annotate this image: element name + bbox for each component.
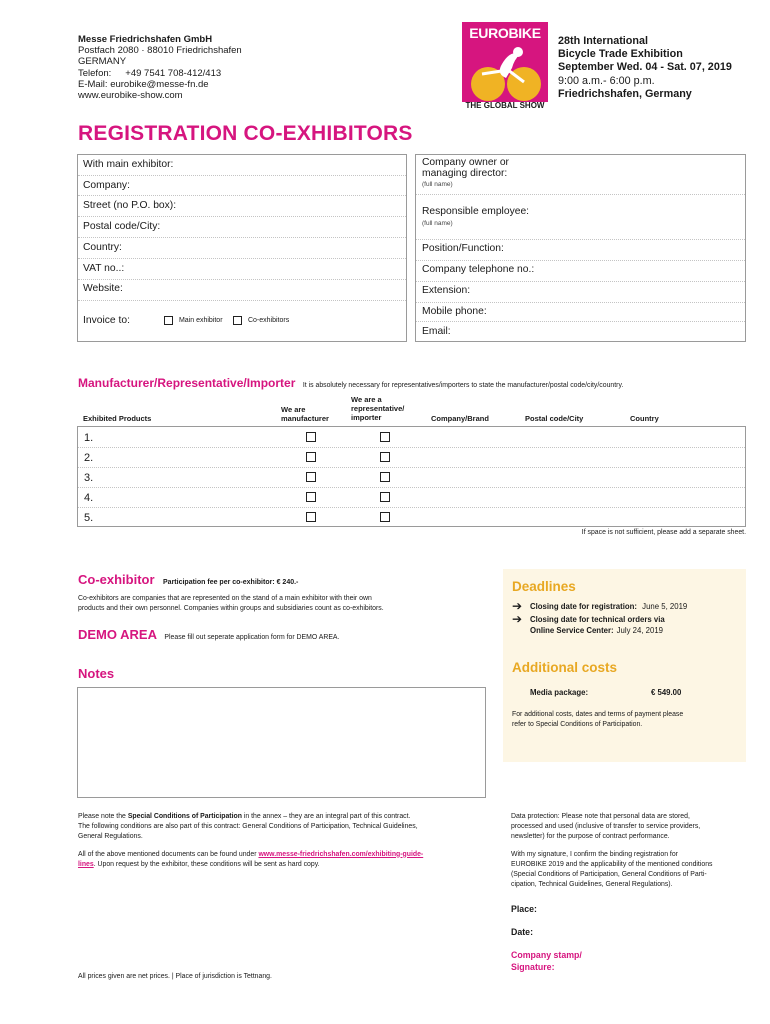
logo-tagline: THE GLOBAL SHOW [465,101,545,110]
col-rep-line-2: representative/ [351,404,405,414]
vat-field[interactable]: VAT no..: [83,263,125,274]
responsible-employee-field[interactable]: Responsible employee: [422,206,530,217]
organizer-country: GERMANY [78,56,127,68]
signature-confirm-line-4: cipation, Technical Guidelines, General Regulations). [511,881,673,889]
col-postal-city: Postal code/City [525,414,584,423]
technical-orders-label-1: Closing date for technical orders via [530,615,665,624]
deadlines-heading: Deadlines [512,579,576,594]
invoice-label: Invoice to: [83,315,130,326]
signature-confirm-line-3: (Special Conditions of Participation, General Conditions of Parti- [511,871,707,879]
place-field[interactable]: Place: [511,904,537,914]
conditions-line-2: The following conditions are also part of this contract: General Conditions of Participation, Technical Guidelines, [78,823,418,831]
deadlines-costs-panel [503,569,746,762]
main-exhibitor-field[interactable]: With main exhibitor: [83,159,174,170]
conditions-intro: Please note the [78,813,128,820]
representative-checkbox[interactable] [380,512,390,522]
col-manufacturer-line-1: We are [281,405,306,414]
table-footnote: If space is not sufficient, please add a separate sheet. [581,529,746,536]
country-field[interactable]: Country: [83,242,122,253]
costs-note [512,710,683,730]
product-row-number: 2. [84,452,94,464]
extension-field[interactable]: Extension: [422,285,471,296]
email-field[interactable]: Email: [422,326,451,337]
event-hours: 9:00 a.m.- 6:00 p.m. [558,74,655,87]
media-package-price: € 549.00 [651,688,682,697]
event-line-3: September Wed. 04 - Sat. 07, 2019 [558,61,732,74]
manufacturer-heading: Manufacturer/Representative/Importer [78,376,296,390]
manufacturer-checkbox[interactable] [306,512,316,522]
manufacturer-checkbox[interactable] [306,492,316,502]
documents-line-2 [78,860,498,870]
conditions-intro-end: in the annex – they are an integral part of this contract. [241,813,411,820]
col-company-brand: Company/Brand [431,414,489,423]
conditions-line-3: General Regulations. [78,833,143,841]
phone-label: Telefon: [78,67,112,79]
organizer-phone [78,68,242,79]
logo-wordmark: EUROBIKE [462,22,548,44]
manufacturer-checkbox[interactable] [306,432,316,442]
co-exhibitors-option-label: Co-exhibitors [247,317,290,325]
coexhibitor-description [78,594,384,613]
additional-costs-heading: Additional costs [512,660,618,675]
representative-checkbox[interactable] [380,452,390,462]
company-stamp-signature-field[interactable] [511,950,582,973]
documents-hardcopy-note: . Upon request by the exhibitor, these conditions will be sent as hard copy. [93,860,320,868]
product-row-number: 5. [84,512,94,524]
manufacturer-checkbox[interactable] [306,472,316,482]
website-field[interactable]: Website: [83,283,123,294]
position-field[interactable]: Position/Function: [422,243,504,254]
main-exhibitor-checkbox[interactable] [164,316,173,325]
conditions-line-1 [78,812,498,822]
documents-line-1 [78,850,498,860]
employee-full-name-hint: (full name) [422,220,453,227]
product-row-number: 1. [84,432,94,444]
privacy-line-1: Data protection: Please note that personal data are stored, [511,813,690,820]
phone-number: +49 7541 708-412/413 [125,67,222,79]
conditions-text [78,812,498,870]
col-manufacturer [281,405,329,423]
stamp-label-line-2: Signature: [511,961,555,972]
organizer-web: www.eurobike-show.com [78,90,183,102]
organizer-name: Messe Friedrichshafen GmbH [78,34,213,45]
coexhibitor-fee: Participation fee per co-exhibitor: € 240.- [163,579,299,586]
notes-textarea[interactable] [77,687,486,798]
company-telephone-field[interactable]: Company telephone no.: [422,264,535,275]
cyclist-logo-icon [462,44,548,102]
privacy-line-2: processed and used (inclusive of transfer to service providers, [511,823,701,831]
company-field[interactable]: Company: [83,180,130,191]
arrow-right-icon: ➔ [512,599,523,613]
manufacturer-heading-row [78,374,623,392]
street-field[interactable]: Street (no P.O. box): [83,200,177,211]
organizer-address [78,34,242,101]
technical-orders-label-2: Online Service Center: [530,625,614,635]
owner-label-line-2: managing director: [422,167,508,179]
demo-area-note: Please fill out seperate application form for DEMO AREA. [164,634,340,641]
arrow-right-icon: ➔ [512,612,523,626]
owner-label-line-1: Company owner or [422,157,509,168]
col-rep-line-3: importer [351,413,382,423]
eurobike-logo [462,22,548,112]
product-row-number: 3. [84,472,94,484]
special-conditions-term: Special Conditions of Participation [127,813,242,820]
coexhibitor-desc-line-2: products and their own personnel. Companies within groups and subsidiaries count as co-exhibitors. [78,604,384,612]
products-table [77,426,746,527]
demo-area-row [78,626,339,644]
main-exhibitor-option-label: Main exhibitor [178,317,223,325]
col-country: Country [630,414,659,423]
guidelines-link-continued[interactable]: lines [78,860,94,868]
costs-note-line-1: For additional costs, dates and terms of payment please [512,711,684,718]
registration-deadline [530,602,687,611]
prices-jurisdiction: All prices given are net prices. | Place of jurisdiction is Tettnang. [78,973,272,980]
page-title: REGISTRATION CO-EXHIBITORS [78,122,413,145]
invoice-co-option[interactable] [233,316,289,325]
col-rep-line-1: We are a [351,395,382,404]
demo-area-heading: DEMO AREA [78,627,157,642]
manufacturer-note: It is absolutely necessary for representatives/importers to state the manufacturer/postal code/city/country. [302,382,624,389]
media-package-label: Media package: [530,688,589,697]
privacy-text [511,812,751,890]
representative-checkbox[interactable] [380,492,390,502]
guidelines-link[interactable]: www.messe-friedrichshafen.com/exhibiting-guide- [258,850,424,858]
registration-deadline-label: Closing date for registration: [530,602,637,611]
documents-intro: All of the above mentioned documents can be found under [78,850,259,858]
coexhibitor-heading: Co-exhibitor [78,572,155,587]
co-exhibitors-checkbox[interactable] [233,316,242,325]
technical-orders-date: July 24, 2019 [616,625,664,635]
manufacturer-checkbox[interactable] [306,452,316,462]
stamp-label-line-1: Company stamp/ [511,950,582,960]
col-exhibited-products: Exhibited Products [83,414,152,423]
col-representative [351,395,404,423]
coexhibitor-desc-line-1: Co-exhibitors are companies that are represented on the stand of a main exhibitor with their own [78,595,372,602]
representative-checkbox[interactable] [380,472,390,482]
postal-city-field[interactable]: Postal code/City: [83,221,161,232]
costs-note-line-2: refer to Special Conditions of Participation. [512,720,643,728]
notes-heading: Notes [78,666,115,681]
product-row-number: 4. [84,492,94,504]
event-line-2: Bicycle Trade Exhibition [558,48,683,61]
event-location: Friedrichshafen, Germany [558,87,692,100]
owner-full-name-hint: (full name) [422,181,453,188]
signature-confirm-line-2: EUROBIKE 2019 and the applicability of the mentioned conditions [511,860,713,868]
event-line-1: 28th International [558,35,648,47]
organizer-email: E-Mail: eurobike@messe-fn.de [78,78,209,90]
invoice-main-option[interactable] [164,316,223,325]
date-field[interactable]: Date: [511,927,533,937]
registration-deadline-date: June 5, 2019 [642,602,688,611]
col-manufacturer-line-2: manufacturer [281,414,329,424]
technical-orders-deadline [530,615,665,636]
organizer-postfach: Postfach 2080 · 88010 Friedrichshafen [78,45,242,57]
event-info [558,35,732,101]
contact-person-box [415,154,746,342]
privacy-line-3: newsletter) for the purpose of contract performance. [511,833,670,841]
company-details-box [77,154,407,342]
representative-checkbox[interactable] [380,432,390,442]
owner-field[interactable] [422,158,509,179]
signature-confirm-line-1: With my signature, I confirm the binding registration for [511,850,678,858]
coexhibitor-heading-row [78,571,298,589]
mobile-phone-field[interactable]: Mobile phone: [422,306,487,317]
